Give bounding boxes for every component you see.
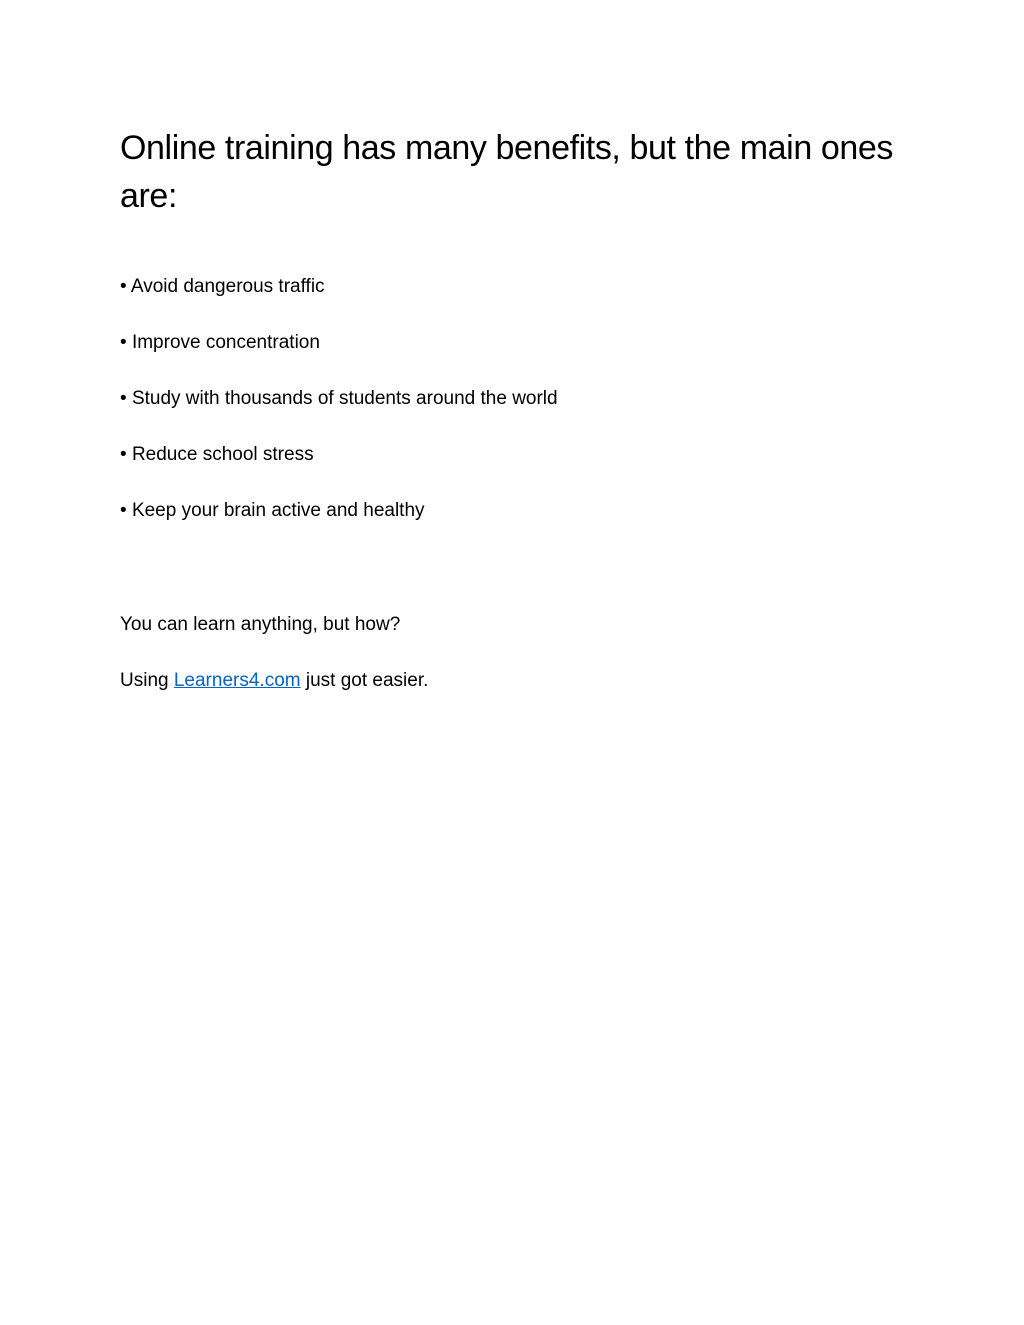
list-item [120, 496, 558, 552]
benefit-text: Keep your brain active and healthy [131, 500, 425, 521]
closing-suffix: just got easier. [300, 670, 429, 691]
question-paragraph: You can learn anything, but how? [120, 614, 401, 635]
benefit-text: Reduce school stress [131, 444, 314, 465]
list-item [120, 440, 558, 496]
list-item [120, 384, 558, 440]
bullet-glyph: • [120, 444, 127, 465]
bullet-glyph: • [120, 276, 127, 297]
bullet-glyph: • [120, 388, 127, 409]
closing-paragraph [120, 666, 428, 696]
benefits-list [120, 272, 558, 552]
learners4-link[interactable]: Learners4.com [173, 670, 301, 691]
bullet-glyph: • [120, 332, 127, 353]
benefit-text: Avoid dangerous traffic [130, 276, 325, 297]
closing-prefix: Using [120, 670, 174, 691]
benefit-text: Improve concentration [131, 332, 320, 353]
list-item [120, 328, 558, 384]
benefit-text: Study with thousands of students around the world [131, 388, 558, 409]
list-item [120, 272, 558, 328]
page-heading: Online training has many benefits, but the main ones are: [120, 129, 894, 215]
bullet-glyph: • [120, 500, 127, 521]
